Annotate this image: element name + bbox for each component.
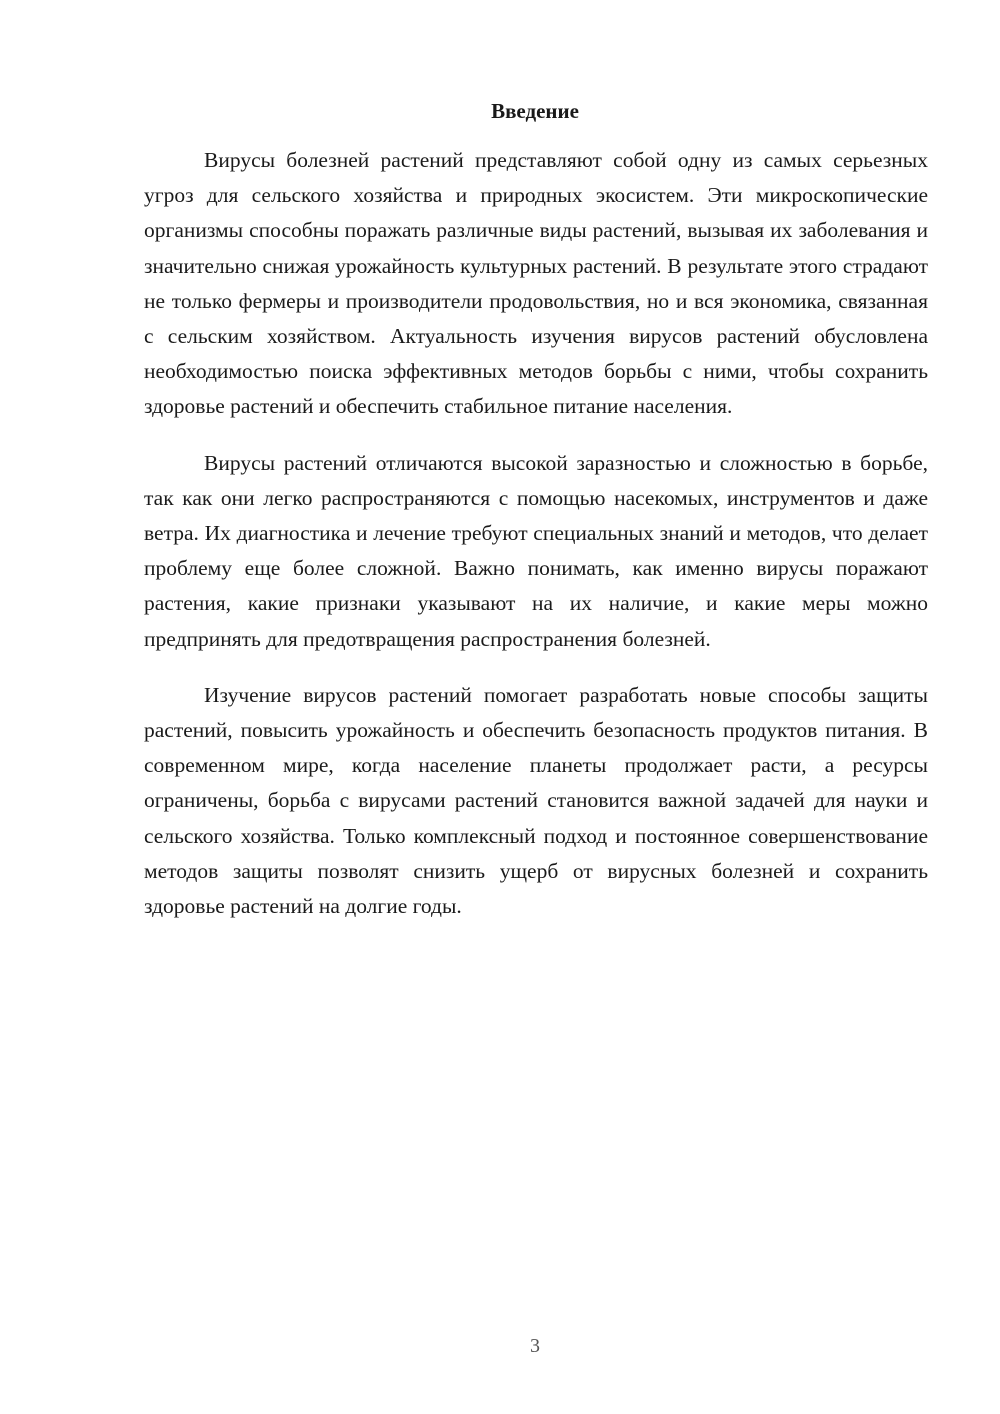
- paragraph-1: Вирусы болезней растений представляют собой одну из самых серьезных угроз для сельского хозяйства и природных экосистем. Эти микроскопические организмы способны поражать различные виды растений, вызывая их заболевания и значительно снижая урожайность культурных растений. В результате этого страдают не только фермеры и производители продовольствия, но и вся экономика, связанная с сельским хозяйством. Актуальность изучения вирусов растений обусловлена необходимостью поиска эффективных методов борьбы с ними, чтобы сохранить здоровье растений и обеспечить стабильное питание населения.: [144, 148, 928, 419]
- paragraph-3: Изучение вирусов растений помогает разработать новые способы защиты растений, повысить урожайность и обеспечить безопасность продуктов питания. В современном мире, когда население планеты продолжает расти, а ресурсы ограничены, борьба с вирусами растений становится важной задачей для науки и сельского хозяйства. Только комплексный подход и постоянное совершенствование методов защиты позволят снизить ущерб от вирусных болезней и сохранить здоровье растений на долгие годы.: [144, 682, 928, 919]
- page-number: 3: [530, 1335, 540, 1357]
- body-text: [144, 143, 928, 924]
- section-heading: Введение: [491, 99, 579, 123]
- paragraph-2: Вирусы растений отличаются высокой заразностью и сложностью в борьбе, так как они легко распространяются с помощью насекомых, инструментов и даже ветра. Их диагностика и лечение требуют специальных знаний и методов, что делает проблему еще более сложной. Важно понимать, как именно вирусы поражают растения, какие признаки указывают на их наличие, и какие меры можно предпринять для предотвращения распространения болезней.: [144, 450, 928, 651]
